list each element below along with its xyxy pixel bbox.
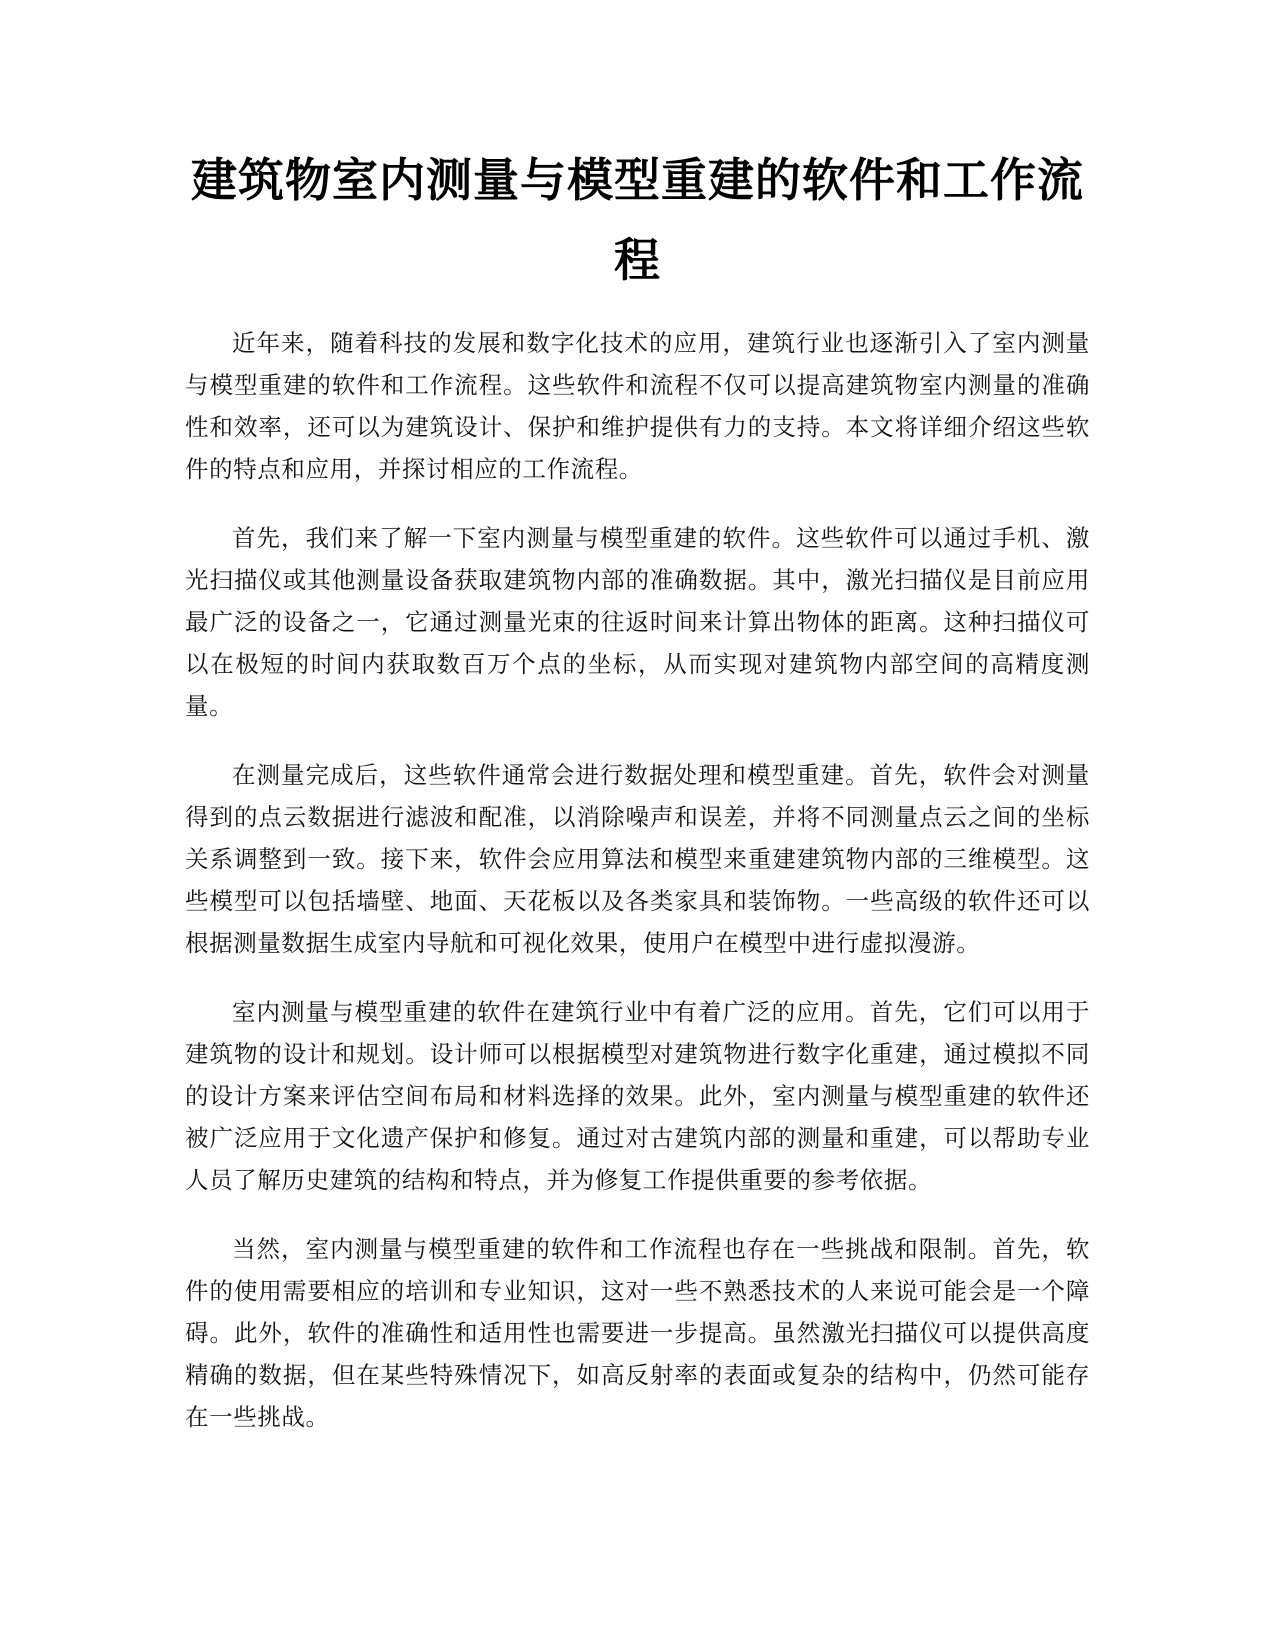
paragraph-1: 近年来，随着科技的发展和数字化技术的应用，建筑行业也逐渐引入了室内测量与模型重建的软件和工作流程。这些软件和流程不仅可以提高建筑物室内测量的准确性和效率，还可以为建筑设计、保护和维护提供有力的支持。本文将详细介绍这些软件的特点和应用，并探讨相应的工作流程。: [185, 329, 1090, 483]
paragraph-5: 当然，室内测量与模型重建的软件和工作流程也存在一些挑战和限制。首先，软件的使用需要相应的培训和专业知识，这对一些不熟悉技术的人来说可能会是一个障碍。此外，软件的准确性和适用性也需要进一步提高。虽然激光扫描仪可以提供高度精确的数据，但在某些特殊情况下，如高反射率的表面或复杂的结构中，仍然可能存在一些挑战。: [185, 1235, 1090, 1431]
paragraph-4: 室内测量与模型重建的软件在建筑行业中有着广泛的应用。首先，它们可以用于建筑物的设计和规划。设计师可以根据模型对建筑物进行数字化重建，通过模拟不同的设计方案来评估空间布局和材料选择的效果。此外，室内测量与模型重建的软件还被广泛应用于文化遗产保护和修复。通过对古建筑内部的测量和重建，可以帮助专业人员了解历史建筑的结构和特点，并为修复工作提供重要的参考依据。: [185, 998, 1090, 1194]
paragraph-3: 在测量完成后，这些软件通常会进行数据处理和模型重建。首先，软件会对测量得到的点云数据进行滤波和配准，以消除噪声和误差，并将不同测量点云之间的坐标关系调整到一致。接下来，软件会应用算法和模型来重建建筑物内部的三维模型。这些模型可以包括墙壁、地面、天花板以及各类家具和装饰物。一些高级的软件还可以根据测量数据生成室内导航和可视化效果，使用户在模型中进行虚拟漫游。: [185, 761, 1090, 957]
paragraph-2: 首先，我们来了解一下室内测量与模型重建的软件。这些软件可以通过手机、激光扫描仪或其他测量设备获取建筑物内部的准确数据。其中，激光扫描仪是目前应用最广泛的设备之一，它通过测量光束的往返时间来计算出物体的距离。这种扫描仪可以在极短的时间内获取数百万个点的坐标，从而实现对建筑物内部空间的高精度测量。: [185, 524, 1090, 720]
document-body: [185, 322, 1090, 1465]
document-title: 建筑物室内测量与模型重建的软件和工作流程: [191, 153, 1084, 287]
